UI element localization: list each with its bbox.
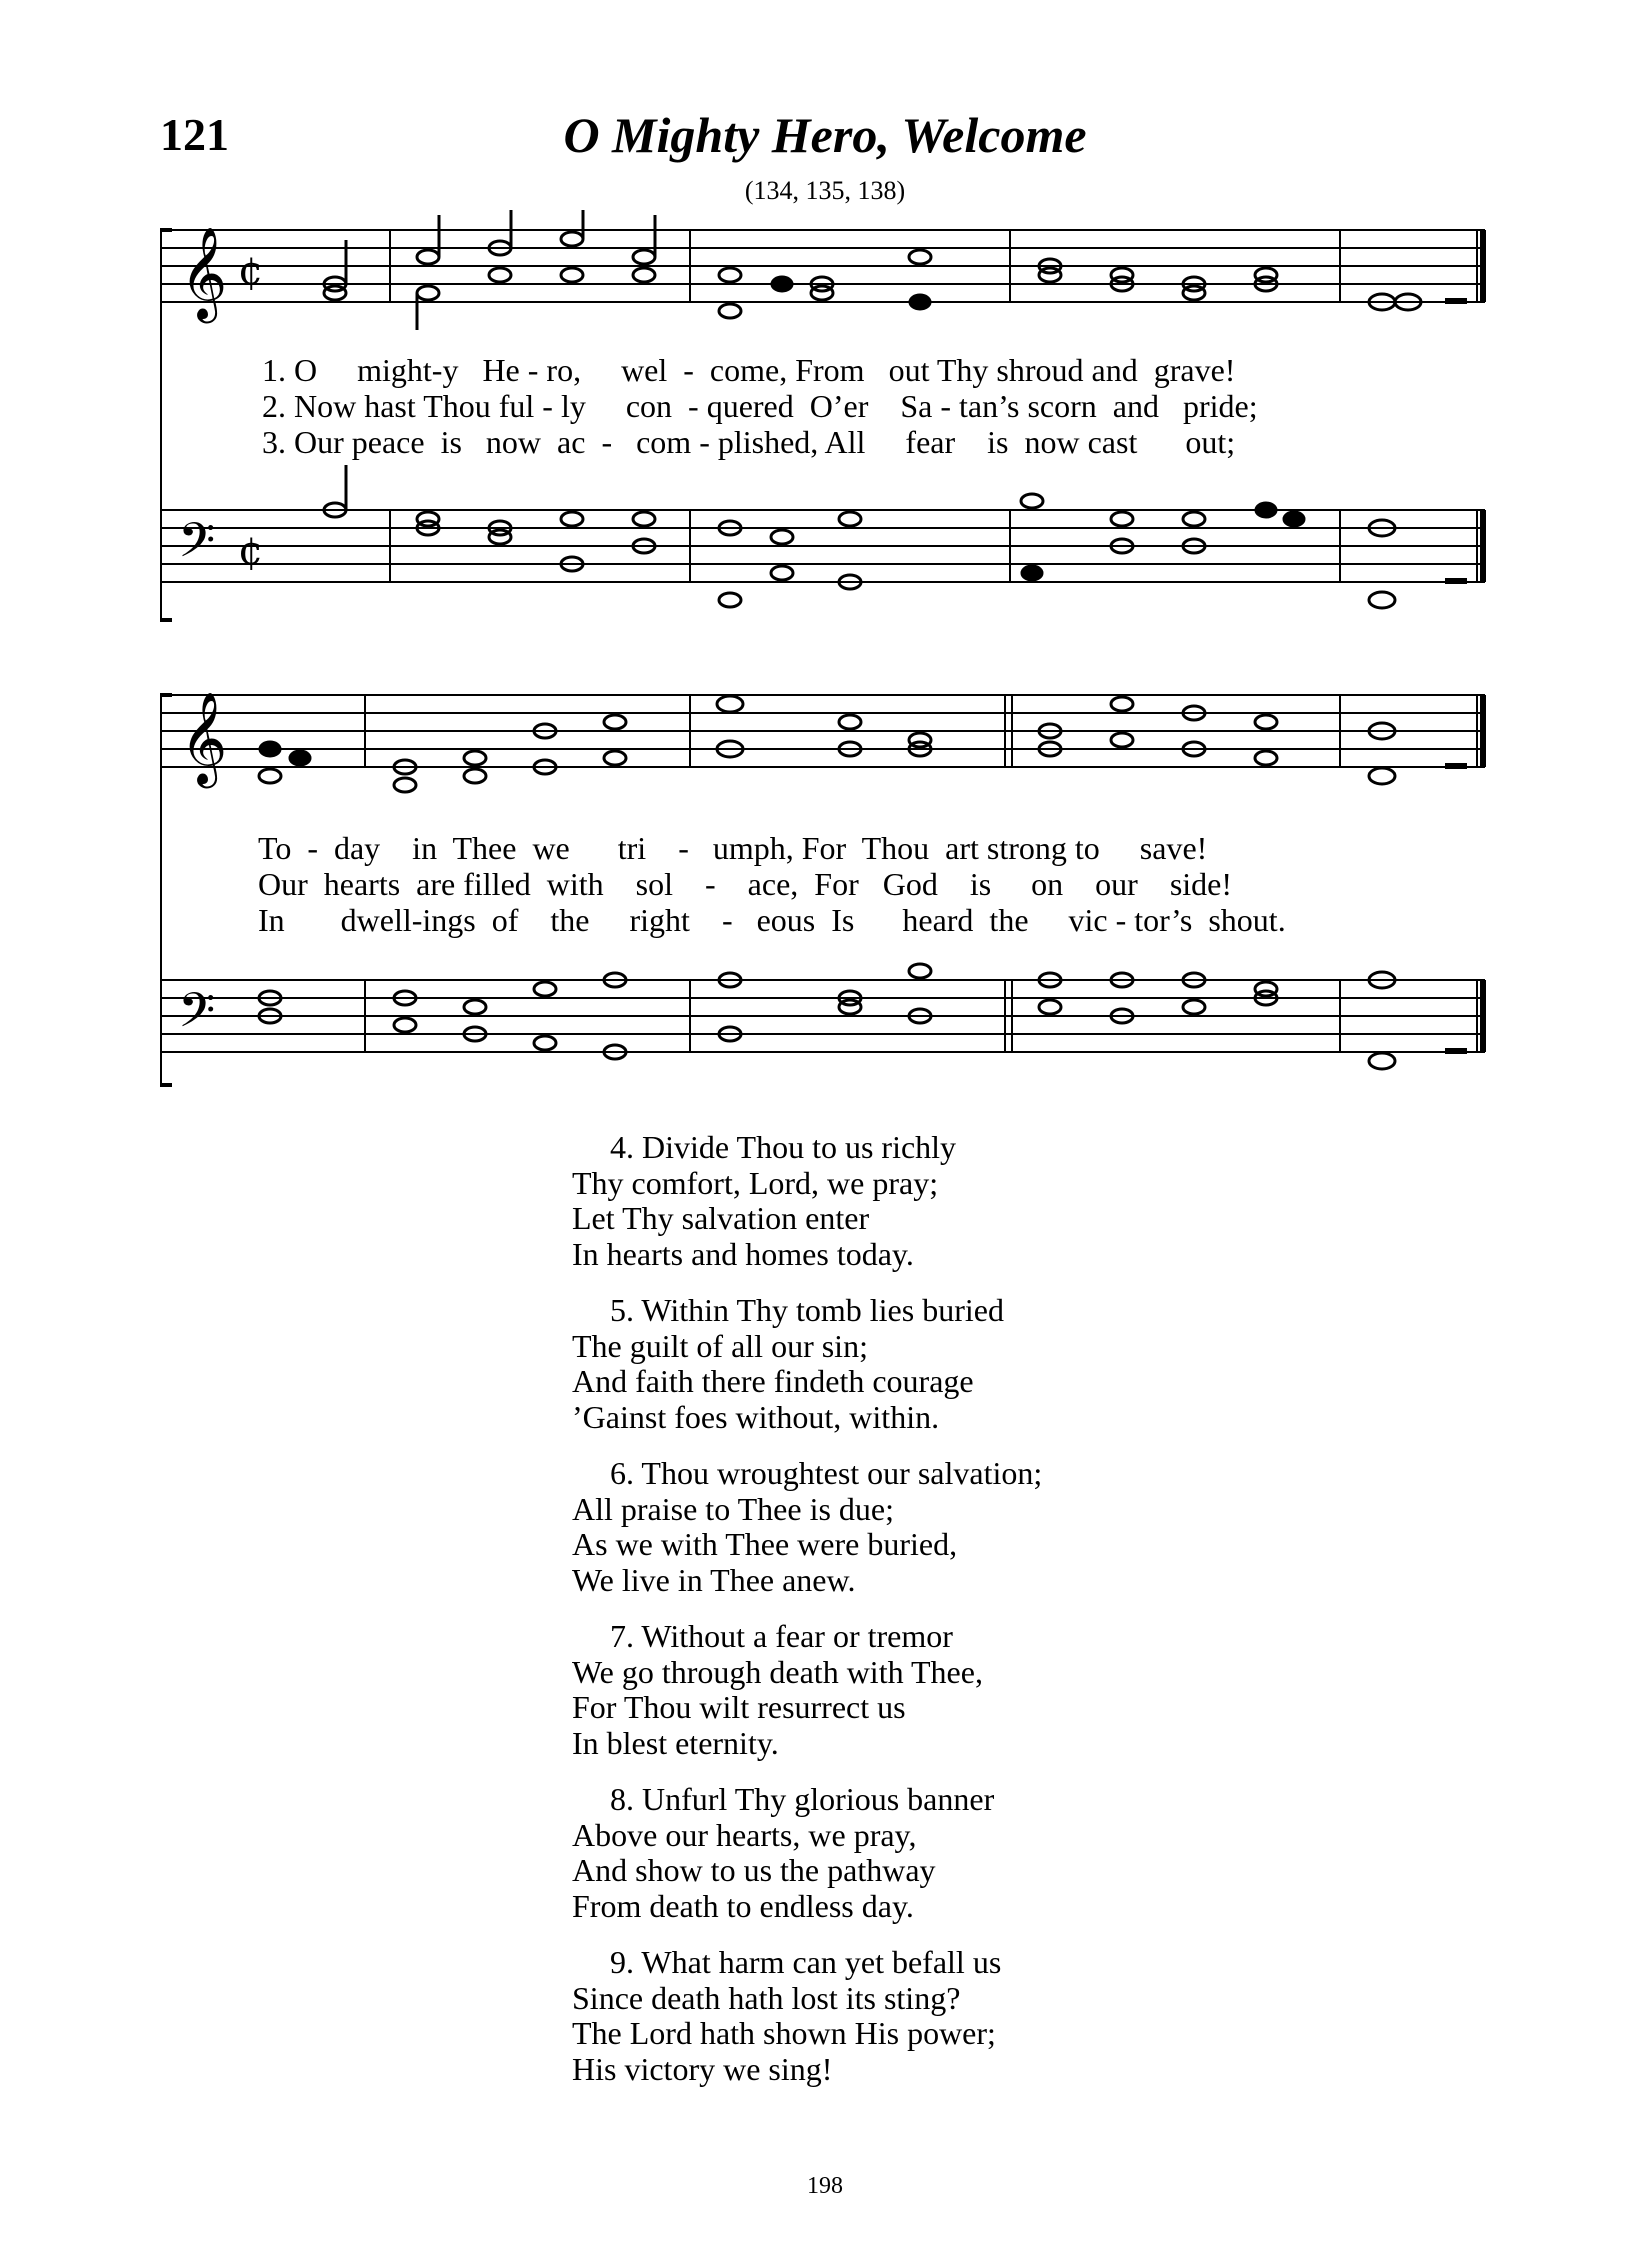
verse-line: For Thou wilt resurrect us	[572, 1689, 906, 1725]
hymn-number: 121	[160, 109, 229, 160]
stanza-9	[572, 1945, 1272, 2087]
verse-line: 8. Unfurl Thy glorious banner	[610, 1781, 995, 1817]
verse-line: All praise to Thee is due;	[572, 1490, 894, 1527]
stanza-6	[572, 1456, 1272, 1598]
lyric-line: To - day in Thee we tri - umph, For Thou art strong to save!	[258, 830, 1208, 866]
cut-time-icon: ¢	[238, 248, 264, 294]
verse-line: The guilt of all our sin;	[572, 1327, 868, 1364]
system-brace	[160, 230, 172, 620]
stanza-4	[572, 1130, 1272, 1272]
verse-line: 9. What harm can yet befall us	[610, 1944, 1002, 1980]
bass-clef-icon: 𝄢	[178, 512, 216, 580]
stanza-5	[572, 1293, 1272, 1435]
hymn-tune-refs: (134, 135, 138)	[744, 176, 906, 205]
verse-line: ’Gainst foes without, within.	[572, 1398, 940, 1435]
verse-line: Thy comfort, Lord, we pray;	[572, 1164, 939, 1201]
verse-line: As we with Thee were buried,	[572, 1526, 958, 1562]
verse-line: 4. Divide Thou to us richly	[610, 1129, 957, 1165]
stanza-7	[572, 1619, 1272, 1761]
verse-line: 6. Thou wroughtest our salvation;	[610, 1455, 1043, 1491]
verse-line: We live in Thee anew.	[572, 1561, 856, 1598]
cut-time-icon: ¢	[238, 528, 264, 574]
lyric-line: Our hearts are filled with sol - ace, For God is on our side!	[258, 866, 1233, 902]
verse-line: From death to endless day.	[572, 1887, 914, 1924]
bass-staff-2	[160, 980, 1485, 1052]
lyric-line: 3. Our peace is now ac - com - plished, All fear is now cast out;	[262, 424, 1236, 460]
verse-line: Let Thy salvation enter	[572, 1200, 870, 1236]
verse-line: 5. Within Thy tomb lies buried	[610, 1292, 1004, 1328]
additional-verses	[572, 1130, 1272, 2108]
verse-line: The Lord hath shown His power;	[572, 2015, 996, 2051]
lyric-line: 1. O might-y He - ro, wel - come, From out Thy shroud and grave!	[262, 352, 1236, 388]
verse-line: We go through death with Thee,	[572, 1653, 983, 1690]
bass-clef-icon: 𝄢	[178, 982, 216, 1050]
page-number: 198	[807, 2173, 843, 2199]
lyric-line: In dwell-ings of the right - eous Is heard the vic - tor’s shout.	[258, 902, 1286, 938]
treble-clef-icon: 𝄞	[180, 226, 228, 319]
treble-clef-icon: 𝄞	[180, 691, 228, 784]
verse-line: 7. Without a fear or tremor	[610, 1618, 953, 1654]
verse-line: Above our hearts, we pray,	[572, 1816, 917, 1853]
stanza-8	[572, 1782, 1272, 1924]
verse-line: In hearts and homes today.	[572, 1235, 914, 1272]
music-score	[160, 210, 1490, 1100]
treble-staff-2	[160, 695, 1485, 767]
verse-line: Since death hath lost its sting?	[572, 1979, 961, 2016]
system-brace	[160, 695, 172, 1085]
verse-line: And show to us the pathway	[572, 1852, 936, 1888]
verse-line: And faith there findeth courage	[572, 1363, 974, 1399]
hymn-title: O Mighty Hero, Welcome	[563, 107, 1087, 163]
verse-line: In blest eternity.	[572, 1724, 779, 1761]
lyric-line: 2. Now hast Thou ful - ly con - quered O’er Sa - tan’s scorn and pride;	[262, 388, 1258, 424]
verse-line: His victory we sing!	[572, 2050, 833, 2087]
